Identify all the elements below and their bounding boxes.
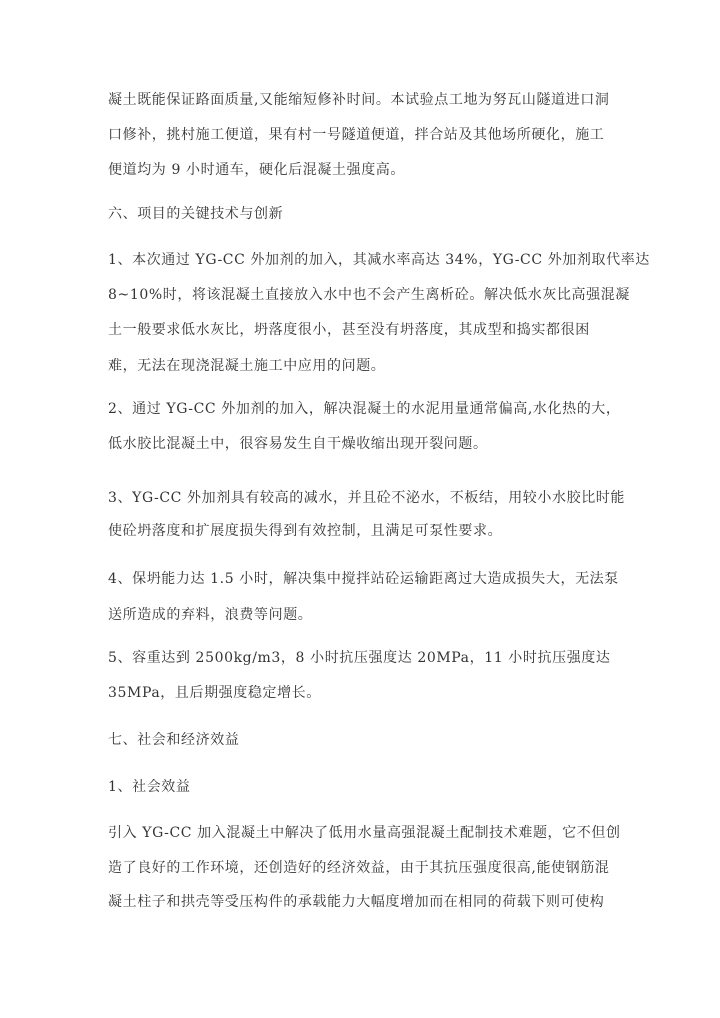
paragraph-text-line: 3、YG-CC 外加剂具有较高的减水，并且砼不泌水，不板结，用较小水胶比时能	[108, 490, 625, 506]
heading-text-line: 七、社会和经济效益	[108, 732, 240, 748]
paragraph-text-line: 2、通过 YG-CC 外加剂的加入，解决混凝土的水泥用量通常偏高,水化热的大，	[108, 401, 621, 417]
paragraph-text-line: 口修补，挑村施工便道，果有村一号隧道便道，拌合站及其他场所硬化，施工	[108, 127, 605, 143]
paragraph-text-line: 凝土既能保证路面质量,又能缩短修补时间。本试验点工地为努瓦山隧道进口洞	[108, 92, 610, 108]
paragraph-text-line: 35MPa，且后期强度稳定增长。	[108, 685, 321, 701]
heading-text-line: 1、社会效益	[108, 779, 191, 795]
paragraph-text-line: 使砼坍落度和扩展度损失得到有效控制，且满足可泵性要求。	[108, 523, 503, 539]
paragraph-text-line: 4、保坍能力达 1.5 小时，解决集中搅拌站砼运输距离过大造成损失大，无法泵	[108, 571, 619, 587]
paragraph-text-line: 5、容重达到 2500kg/m3，8 小时抗压强度达 20MPa，11 小时抗压强度达	[108, 650, 611, 666]
paragraph-text-line: 便道均为 9 小时通车，硬化后混凝土强度高。	[108, 162, 406, 178]
paragraph-text-line: 凝土柱子和拱壳等受压构件的承载能力大幅度增加而在相同的荷载下则可使构	[108, 894, 605, 910]
paragraph-text-line: 造了良好的工作环境，还创造好的经济效益，由于其抗压强度很高,能使钢筋混	[108, 860, 610, 876]
heading-text-line: 六、项目的关键技术与创新	[108, 206, 284, 222]
paragraph-text-line: 送所造成的弃料，浪费等问题。	[108, 607, 313, 623]
paragraph-text-line: 引入 YG-CC 加入混凝土中解决了低用水量高强混凝土配制技术难题，它不但创	[108, 825, 621, 841]
paragraph-text-line: 难，无法在现浇混凝土施工中应用的问题。	[108, 358, 386, 374]
paragraph-text-line: 低水胶比混凝土中，很容易发生自干燥收缩出现开裂问题。	[108, 436, 488, 452]
paragraph-text-line: 8~10%时，将该混凝土直接放入水中也不会产生离析砼。解决低水灰比高强混凝	[108, 287, 630, 303]
paragraph-text-line: 土一般要求低水灰比，坍落度很小，甚至没有坍落度，其成型和捣实都很困	[108, 322, 590, 338]
paragraph-text-line: 1、本次通过 YG-CC 外加剂的加入，其减水率高达 34%，YG-CC 外加剂取代率达	[108, 252, 650, 268]
